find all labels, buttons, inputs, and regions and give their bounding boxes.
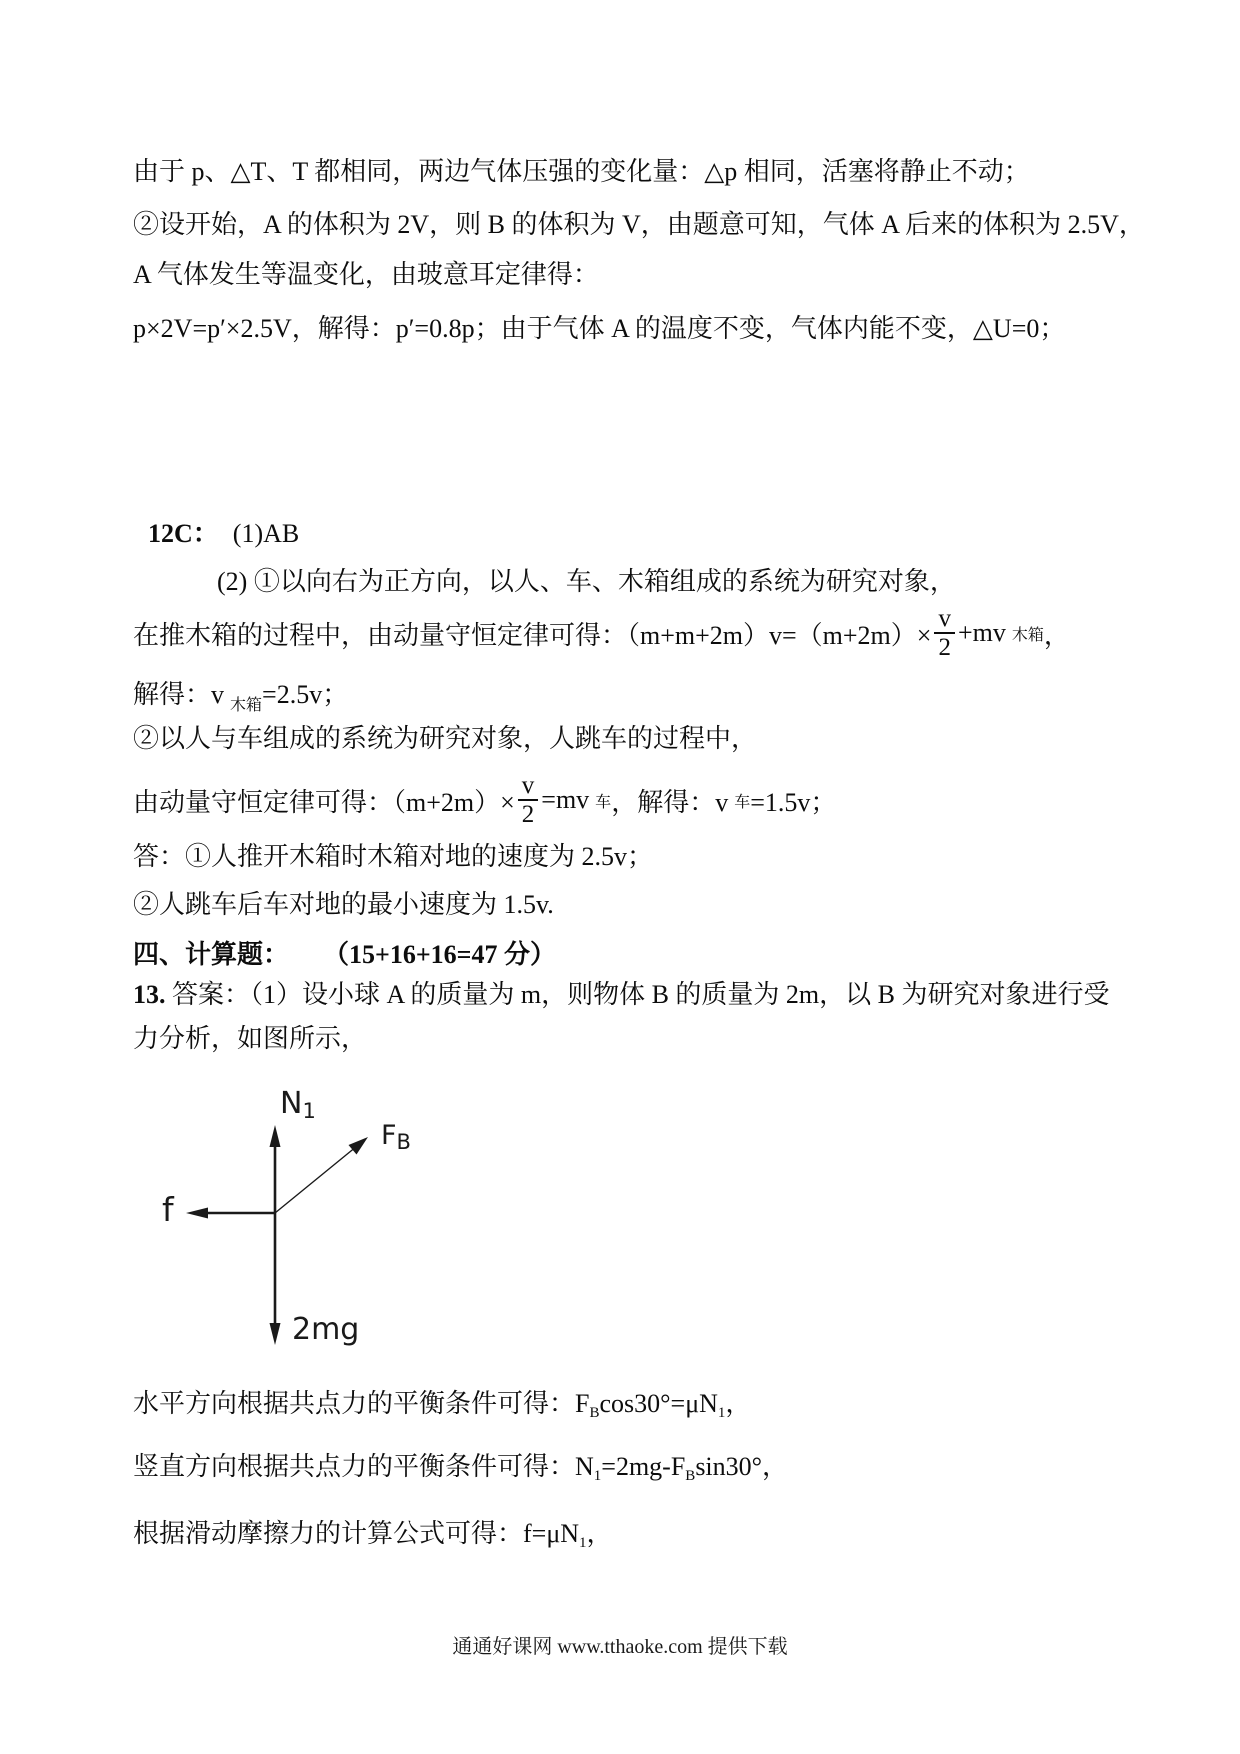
q12-equation-2: [133, 768, 836, 832]
applied-force-subscript: B: [396, 1130, 411, 1154]
section4-title: 四、计算题：: [133, 940, 290, 969]
eq2-numerator: v: [521, 772, 535, 799]
normal-force-label: [280, 1086, 316, 1123]
hbal-sub2: 1: [717, 1405, 726, 1421]
section4-score: （15+16+16=47 分）: [323, 940, 556, 969]
eq2-subscript-2: 车: [734, 793, 751, 811]
q12-step1: (2) ①以向右为正方向，以人、车、木箱组成的系统为研究对象，: [217, 567, 956, 596]
eq1-subscript: 木箱: [1011, 626, 1044, 644]
eq1-fraction: [934, 605, 955, 661]
fric-sub1: 1: [579, 1535, 587, 1551]
left-arrowhead: [186, 1208, 208, 1219]
hbal-mid: cos30°=μN: [599, 1389, 718, 1418]
q13-intro-line-2: 力分析，如图所示，: [133, 1024, 368, 1053]
eq2-denominator: 2: [518, 799, 539, 828]
vbal-mid: =2mg-F: [601, 1452, 686, 1481]
gas-answer-line-1: 由于 p、△T、T 都相同，两边气体压强的变化量：△p 相同，活塞将静止不动；: [133, 157, 1030, 186]
solve1-subscript: 木箱: [230, 697, 263, 714]
eq1-mid: +mv: [957, 618, 1006, 647]
q12-number: 12C：: [148, 519, 219, 548]
vbal-sub1: 1: [593, 1468, 602, 1484]
site-footer: 通通好课网 www.tthaoke.com 提供下载: [452, 1636, 788, 1658]
gas-answer-line-2: ②设开始，A 的体积为 2V，则 B 的体积为 V，由题意可知，气体 A 后来的体积为 2.5V，: [133, 210, 1145, 239]
applied-force-label: [381, 1120, 411, 1154]
vbal-pre: 竖直方向根据共点力的平衡条件可得：N: [133, 1452, 594, 1481]
horizontal-balance-line: [133, 1387, 751, 1430]
gas-answer-line-3: A 气体发生等温变化，由玻意耳定律得：: [133, 260, 599, 289]
solve1-tail: =2.5v；: [262, 680, 349, 709]
section4-heading: [133, 938, 556, 972]
friction-formula-line: [133, 1517, 613, 1560]
diagonal-arrowhead: [349, 1137, 369, 1155]
eq2-subscript-1: 车: [595, 793, 612, 811]
q12-equation-1: [133, 601, 1070, 665]
q12-step2: ②以人与车组成的系统为研究对象，人跳车的过程中，: [133, 724, 758, 753]
friction-label: f: [162, 1190, 174, 1229]
eq1-tail: ，: [1043, 620, 1070, 650]
eq2-mid2: ，解得：v: [611, 787, 729, 817]
eq1-pre: 在推木箱的过程中，由动量守恒定律可得：（m+m+2m）v=（m+2m）×: [133, 620, 932, 650]
eq2-mid: =mv: [541, 785, 590, 814]
fric-tail: ，: [586, 1519, 613, 1548]
q12-part1-answer: (1)AB: [232, 519, 300, 548]
vertical-balance-line: [133, 1450, 788, 1493]
down-arrowhead: [270, 1323, 281, 1345]
gas-answer-line-4: p×2V=p′×2.5V，解得：p′=0.8p；由于气体 A 的温度不变，气体内能不变，△U=0；: [133, 314, 1066, 343]
eq2-pre: 由动量守恒定律可得：（m+2m）×: [133, 787, 515, 817]
hbal-sub1: B: [589, 1405, 600, 1421]
q13-number: 13.: [133, 980, 166, 1009]
eq1-numerator: v: [938, 605, 951, 632]
q12-answer-1: 答：①人推开木箱时木箱对地的速度为 2.5v；: [133, 842, 654, 871]
solve1-pre: 解得：v: [133, 680, 225, 709]
eq2-tail: =1.5v；: [750, 787, 837, 817]
normal-force-symbol: N: [280, 1086, 303, 1121]
weight-label: 2mg: [292, 1312, 360, 1347]
q13-intro-line-1: [133, 978, 1109, 1012]
fric-pre: 根据滑动摩擦力的计算公式可得：f=μN: [133, 1519, 580, 1548]
q13-intro-text: 答案：（1）设小球 A 的质量为 m，则物体 B 的质量为 2m，以 B 为研究对象进行受: [165, 980, 1110, 1009]
vbal-tail: sin30°，: [695, 1452, 789, 1481]
eq2-fraction: [518, 772, 539, 828]
up-arrowhead: [270, 1125, 281, 1147]
q12-heading: [148, 517, 299, 551]
vbal-sub2: B: [685, 1468, 696, 1484]
hbal-pre: 水平方向根据共点力的平衡条件可得：F: [133, 1389, 590, 1418]
q12-solve1: [133, 678, 348, 723]
eq1-denominator: 2: [934, 632, 955, 661]
applied-force-symbol: F: [381, 1120, 397, 1151]
normal-force-subscript: 1: [302, 1099, 316, 1123]
applied-force-line: [275, 1149, 354, 1214]
q12-answer-2: ②人跳车后车对地的最小速度为 1.5v.: [133, 890, 554, 919]
hbal-tail: ，: [725, 1389, 752, 1418]
